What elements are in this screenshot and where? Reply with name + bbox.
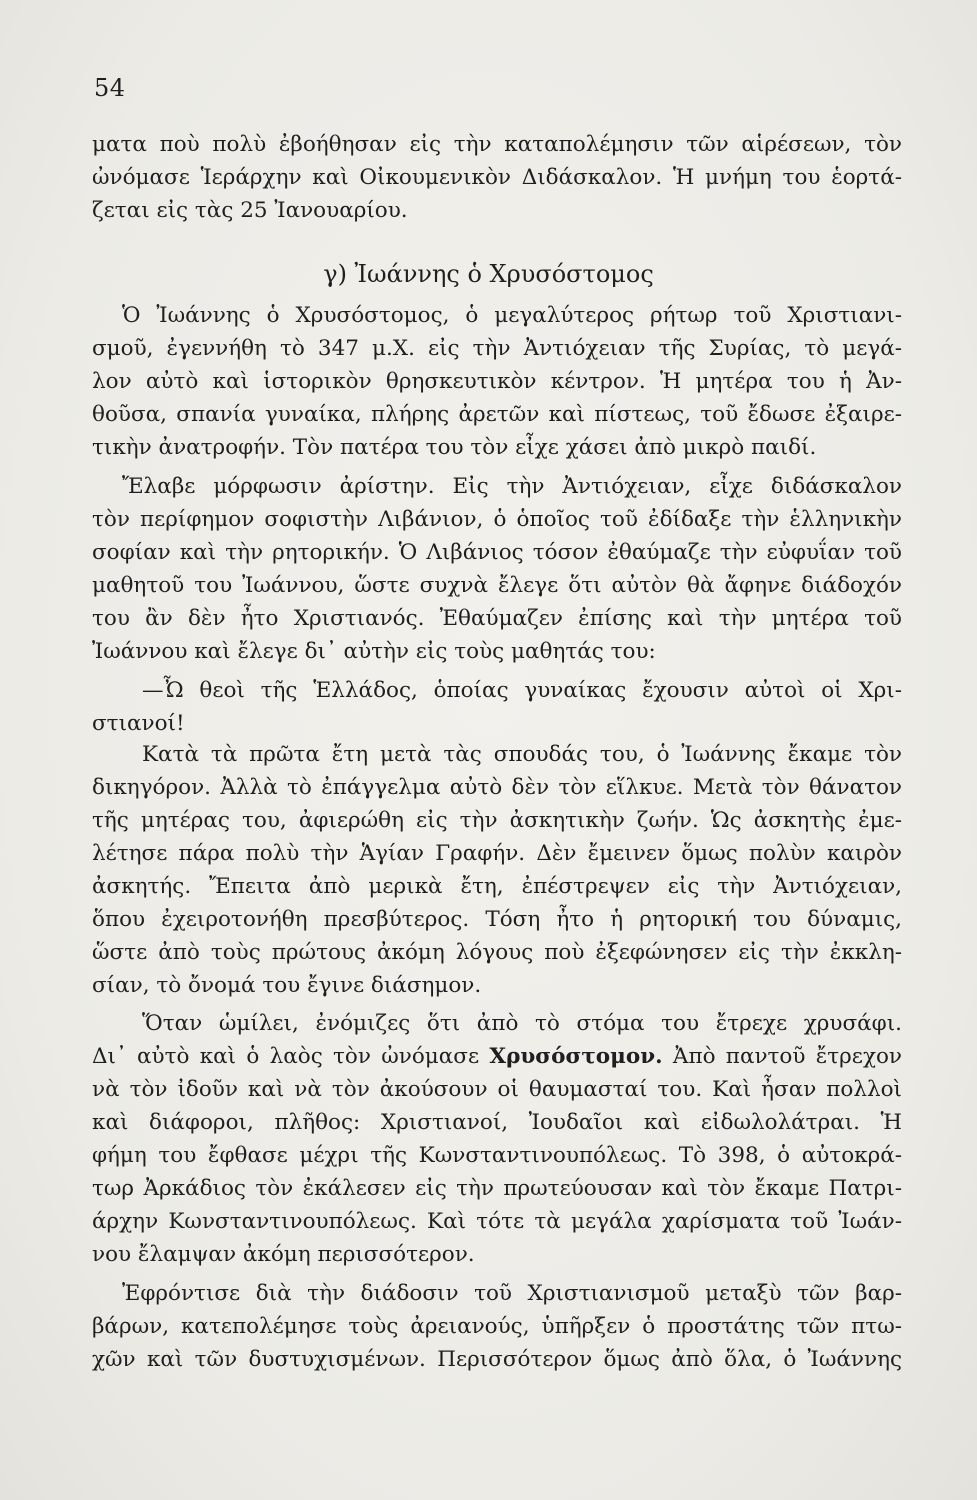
text-line: νου ἔλαμψαν ἀκόμη περισσότερον.: [92, 1242, 475, 1267]
text-line: ζεται εἰς τὰς 25 Ἰανουαρίου.: [92, 198, 408, 223]
text-line: Ἰωάννου καὶ ἔλεγε δι᾿ αὐτὴν εἰς τοὺς μαθητάς του:: [92, 639, 656, 664]
text-line: θοῦσα, σπανία γυναίκα, πλήρης ἀρετῶν καὶ πίστεως, τοῦ ἔδωσε ἐξαιρε-: [92, 402, 902, 427]
text-line: Ὁ Ἰωάννης ὁ Χρυσόστομος, ὁ μεγαλύτερος ρήτωρ τοῦ Χριστιανι-: [122, 303, 902, 328]
text-line: φήμη του ἔφθασε μέχρι τῆς Κωνσταντινουπόλεως. Τὸ 398, ὁ αὐτοκρά-: [92, 1143, 902, 1168]
text-line: νὰ τὸν ἰδοῦν καὶ νὰ τὸν ἀκούσουν οἱ θαυμασταί του. Καὶ ἦσαν πολλοὶ: [92, 1077, 902, 1102]
text-line: Ἐφρόντισε διὰ τὴν διάδοσιν τοῦ Χριστιανισμοῦ μεταξὺ τῶν βαρ-: [122, 1281, 902, 1306]
text-line: άρχην Κωνσταντινουπόλεως. Καὶ τότε τὰ μεγάλα χαρίσματα τοῦ Ἰωάν-: [92, 1209, 902, 1234]
text-line: μαθητοῦ του Ἰωάννου, ὥστε συχνὰ ἔλεγε ὅτι αὐτὸν θὰ ἄφηνε διάδοχόν: [92, 573, 902, 598]
text-line: ματα ποὺ πολὺ ἐβοήθησαν εἰς τὴν καταπολέμησιν τῶν αἱρέσεων, τὸν: [92, 132, 902, 157]
text-line-with-bold: [92, 1041, 902, 1073]
text-line: τικὴν ἀνατροφήν. Τὸν πατέρα του τὸν εἶχε χάσει ἀπὸ μικρὸ παιδί.: [92, 435, 817, 460]
text-line: ὅπου ἐχειροτονήθη πρεσβύτερος. Τόση ἦτο ἡ ρητορική του δύναμις,: [92, 907, 902, 932]
bold-word: Χρυσόστομον.: [489, 1044, 663, 1069]
text-line: λέτησε πάρα πολὺ τὴν Ἁγίαν Γραφήν. Δὲν ἔμεινεν ὅμως πολὺν καιρὸν: [92, 841, 902, 866]
text-line: στιανοί!: [92, 711, 185, 736]
section-heading: γ) Ἰωάννης ὁ Χρυσόστομος: [323, 260, 654, 288]
text-line: τῆς μητέρας του, ἀφιερώθη εἰς τὴν ἀσκητικὴν ζωήν. Ὡς ἀσκητὴς ἐμε-: [92, 808, 902, 833]
text-line: βάρων, κατεπολέμησε τοὺς ἀρειανούς, ὑπῆρξεν ὁ προστάτης τῶν πτω-: [92, 1314, 902, 1339]
text-line: ἀσκητής. Ἔπειτα ἀπὸ μερικὰ ἔτη, ἐπέστρεψεν εἰς τὴν Ἀντιόχειαν,: [92, 874, 902, 899]
text-line: χῶν καὶ τῶν δυστυχισμένων. Περισσότερον ὅμως ἀπὸ ὅλα, ὁ Ἰωάννης: [92, 1347, 902, 1372]
text-line: τὸν περίφημον σοφιστὴν Λιβάνιον, ὁ ὁποῖος τοῦ ἐδίδαξε τὴν ἑλληνικὴν: [92, 507, 902, 532]
text-line: ὥστε ἀπὸ τοὺς πρώτους ἀκόμη λόγους ποὺ ἐξεφώνησεν εἰς τὴν ἐκκλη-: [92, 940, 902, 965]
text-line: Κατὰ τὰ πρῶτα ἔτη μετὰ τὰς σπουδάς του, ὁ Ἰωάννης ἔκαμε τὸν: [142, 742, 902, 767]
text-line: καὶ διάφοροι, πλῆθος: Χριστιανοί, Ἰουδαῖοι καὶ εἰδωλολάτραι. Ἡ: [92, 1110, 902, 1135]
text-run: Δι᾿ αὐτὸ καὶ ὁ λαὸς τὸν ὠνόμασε: [92, 1044, 480, 1069]
text-line: δικηγόρον. Ἀλλὰ τὸ ἐπάγγελμα αὐτὸ δὲν τὸν εἵλκυε. Μετὰ τὸν θάνατον: [92, 775, 902, 800]
text-line: σοφίαν καὶ τὴν ρητορικήν. Ὁ Λιβάνιος τόσον ἐθαύμαζε τὴν εὐφυΐαν τοῦ: [92, 540, 902, 565]
text-line: του ἂν δὲν ἦτο Χριστιανός. Ἐθαύμαζεν ἐπίσης καὶ τὴν μητέρα τοῦ: [92, 606, 902, 631]
text-line: Ἔλαβε μόρφωσιν ἀρίστην. Εἰς τὴν Ἀντιόχειαν, εἶχε διδάσκαλον: [122, 474, 902, 499]
text-line: τωρ Ἀρκάδιος τὸν ἐκάλεσεν εἰς τὴν πρωτεύουσαν καὶ τὸν ἔκαμε Πατρι-: [92, 1176, 902, 1201]
text-line: λον αὐτὸ καὶ ἱστορικὸν θρησκευτικὸν κέντρον. Ἡ μητέρα του ἡ Ἀν-: [92, 369, 902, 394]
text-line: —Ὦ θεοὶ τῆς Ἑλλάδος, ὁποίας γυναίκας ἔχουσιν αὐτοὶ οἱ Χρι-: [142, 678, 902, 703]
text-line: σμοῦ, ἐγεννήθη τὸ 347 μ.Χ. εἰς τὴν Ἀντιόχειαν τῆς Συρίας, τὸ μεγά-: [92, 336, 902, 361]
page-number: 54: [94, 74, 126, 102]
text-line: σίαν, τὸ ὄνομά του ἔγινε διάσημον.: [92, 973, 482, 998]
text-line: Ὅταν ὡμίλει, ἐνόμιζες ὅτι ἀπὸ τὸ στόμα του ἔτρεχε χρυσάφι.: [142, 1011, 902, 1036]
text-run: Ἀπὸ παντοῦ ἔτρεχον: [672, 1044, 902, 1069]
text-line: ὠνόμασε Ἱεράρχην καὶ Οἰκουμενικὸν Διδάσκαλον. Ἡ μνήμη του ἑορτά-: [92, 165, 902, 190]
